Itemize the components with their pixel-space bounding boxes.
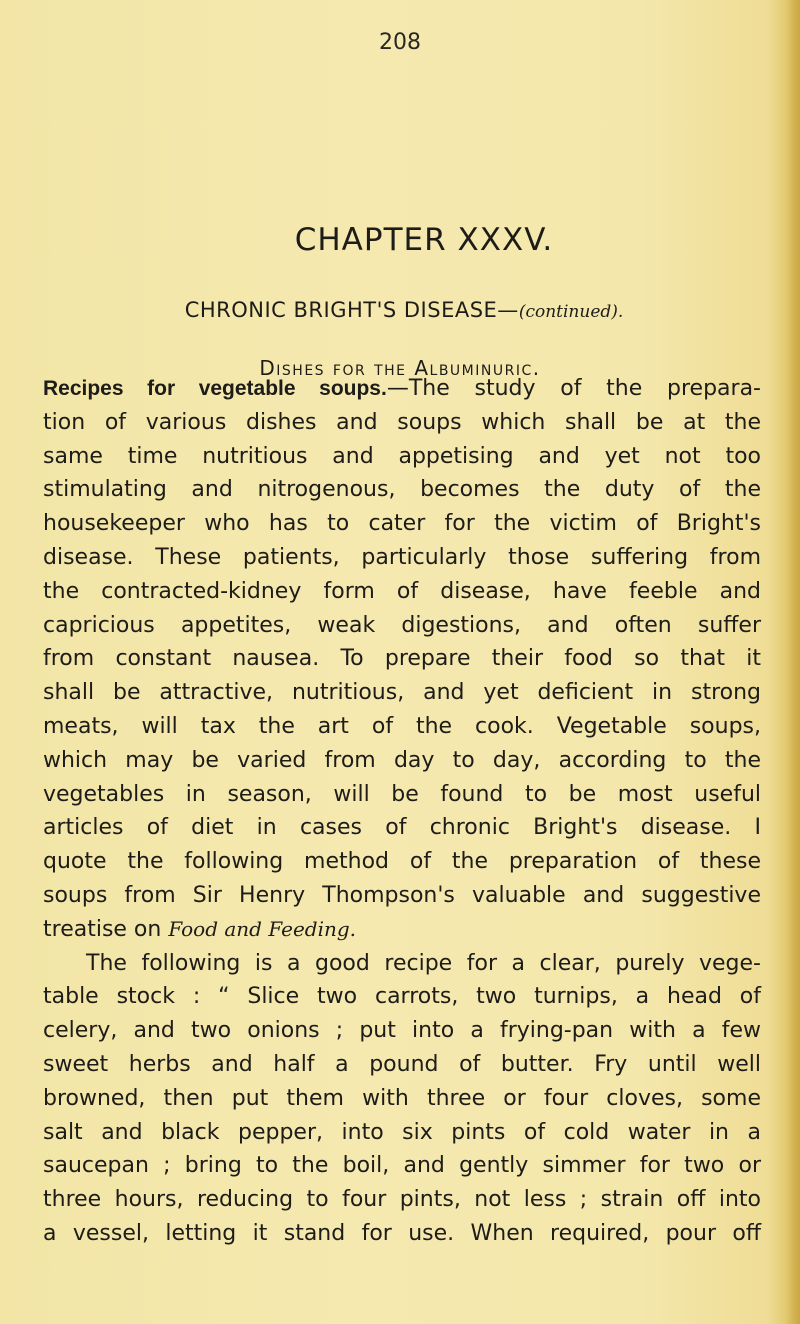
subtitle-main: CHRONIC BRIGHT'S DISEASE— (184, 298, 519, 322)
text-line: disease. These patients, particularly those suffering from (43, 544, 761, 570)
text-line: articles of diet in cases of chronic Bright's disease. I (43, 815, 761, 841)
run-in-heading: Recipes for vegetable soups. (43, 377, 387, 400)
text-line-fragment: —The study of the prepara- (386, 376, 761, 401)
text-line (43, 913, 761, 947)
subtitle-continued: (continued). (518, 302, 624, 322)
text-line: meats, will tax the art of the cook. Vegetable soups, (43, 713, 761, 739)
paragraph-1 (43, 372, 761, 947)
text-line: saucepan ; bring to the boil, and gently simmer for two or (43, 1153, 761, 1179)
text-line: which may be varied from day to day, according to the (43, 747, 761, 773)
text-line: table stock : “ Slice two carrots, two turnips, a head of (43, 984, 761, 1010)
text-line: browned, then put them with three or four cloves, some (43, 1085, 761, 1111)
book-title-italic: Food and Feeding. (168, 916, 357, 941)
page-edge-shadow (786, 0, 800, 1324)
text-line: quote the following method of the preparation of these (43, 849, 761, 875)
text-line: capricious appetites, weak digestions, and often suffer (43, 612, 761, 638)
body-text (43, 372, 761, 1251)
page-number: 208 (379, 30, 421, 55)
text-line: vegetables in season, will be found to be most useful (43, 781, 761, 807)
chapter-title: CHAPTER XXXV. (294, 222, 554, 258)
text-line: salt and black pepper, into six pints of cold water in a (43, 1119, 761, 1145)
text-line: The following is a good recipe for a clear, purely vege- (86, 950, 761, 976)
text-line: sweet herbs and half a pound of butter. Fry until well (43, 1051, 761, 1077)
section-title: Dishes for the Albuminuric. (259, 356, 541, 380)
text-line: housekeeper who has to cater for the victim of Bright's (43, 511, 761, 537)
text-line: tion of various dishes and soups which shall be at the (43, 409, 761, 435)
text-line: shall be attractive, nutritious, and yet deficient in strong (43, 680, 761, 706)
paragraph-2 (43, 947, 761, 1251)
text-line: the contracted-kidney form of disease, have feeble and (43, 578, 761, 604)
chapter-subtitle (0, 298, 800, 322)
text-line: from constant nausea. To prepare their food so that it (43, 646, 761, 672)
text-line: stimulating and nitrogenous, becomes the duty of the (43, 477, 761, 503)
text-line: celery, and two onions ; put into a frying-pan with a few (43, 1018, 761, 1044)
text-line-fragment: treatise on (43, 916, 169, 942)
text-line: same time nutritious and appetising and yet not too (43, 443, 761, 469)
text-line: a vessel, letting it stand for use. When required, pour off (43, 1220, 761, 1246)
text-line: soups from Sir Henry Thompson's valuable and suggestive (43, 882, 761, 908)
text-line (43, 372, 761, 406)
text-line: three hours, reducing to four pints, not less ; strain off into (43, 1187, 761, 1213)
